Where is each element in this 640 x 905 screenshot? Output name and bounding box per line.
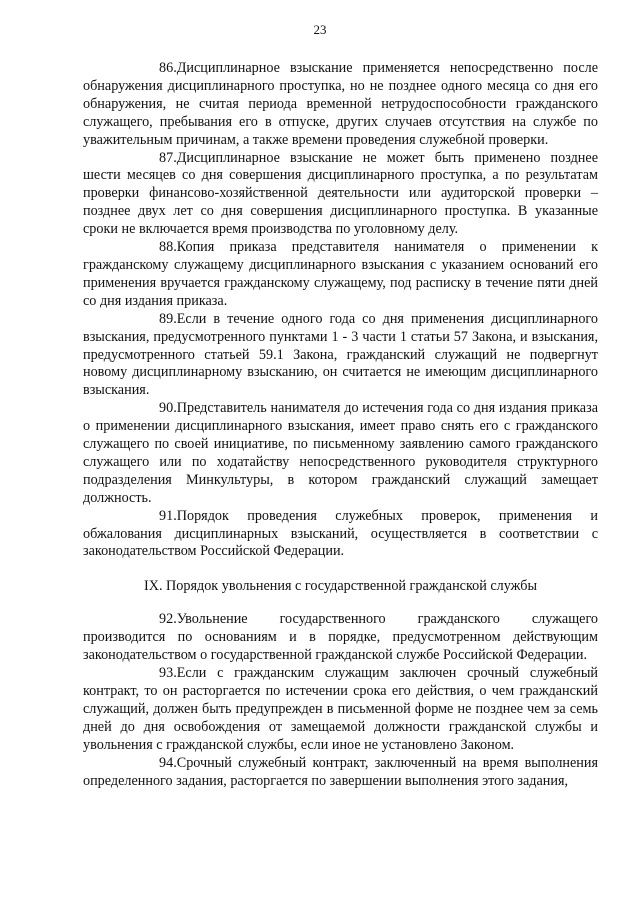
- paragraph-92: [83, 611, 598, 665]
- paragraph-text: Если с гражданским служащим заключен срочный служебный контракт, то он расторгается по истечении срока его действия, о чем гражданский служащий, должен быть предупрежден в письменной форме не позднее чем за семь дней до дня освобождения от замещаемой должности гражданской службы и увольнения с гражданской службы, если иное не установлено Законом.: [83, 665, 598, 753]
- paragraph-88: [83, 239, 598, 311]
- paragraph-90: [83, 400, 598, 507]
- paragraph-87: [83, 150, 598, 240]
- paragraph-text: Копия приказа представителя нанимателя о применении к гражданскому служащему дисциплинарного взыскания с указанием оснований его применения вручается гражданскому служащему, под расписку в течение пяти дней со дня издания приказа.: [83, 239, 598, 309]
- paragraph-86: [83, 60, 598, 150]
- section-heading: IX. Порядок увольнения с государственной гражданской службы: [143, 578, 538, 595]
- paragraph-number: 91.: [159, 507, 177, 524]
- paragraph-text: Срочный служебный контракт, заключенный на время выполнения определенного задания, расторгается по завершении выполнения этого задания,: [83, 754, 598, 789]
- paragraph-text: Увольнение государственного гражданского служащего производится по основаниям и в порядке, предусмотренном действующим законодательством о государственной гражданской службе Российской Федерации.: [83, 611, 598, 664]
- paragraph-number: 94.: [159, 754, 177, 771]
- paragraph-text: Представитель нанимателя до истечения года со дня издания приказа о применении дисциплинарного взыскания, имеет право снять его с гражданского служащего по своей инициативе, по письменному заявлению самого гражданского служащего или по ходатайству непосредственного руководителя структурного подразделения Минкультуры, в котором гражданский служащий замещает должность.: [83, 400, 598, 506]
- paragraph-number: 93.: [159, 665, 177, 682]
- paragraph-text: Порядок проведения служебных проверок, применения и обжалования дисциплинарных взысканий, осуществляется в соответствии с законодательством Российской Федерации.: [83, 507, 598, 560]
- document-body: [83, 60, 598, 790]
- paragraph-91: [83, 508, 598, 562]
- paragraph-text: Дисциплинарное взыскание применяется непосредственно после обнаружения дисциплинарного проступка, но не позднее одного месяца со дня его обнаружения, не считая периода временной нетрудоспособности гражданского служащего, пребывания его в отпуске, других случаев отсутствия на службе по уважительным причинам, а также времени проведения служебной проверки.: [83, 60, 598, 148]
- paragraph-89: [83, 311, 598, 401]
- paragraph-text: Если в течение одного года со дня применения дисциплинарного взыскания, предусмотренного пунктами 1 - 3 части 1 статьи 57 Закона, и взыскания, предусмотренного статьей 59.1 Закона, гражданский служащий не подвергнут новому дисциплинарному взысканию, он считается не имеющим дисциплинарного взыскания.: [83, 310, 598, 399]
- paragraph-number: 88.: [159, 239, 177, 256]
- paragraph-number: 92.: [159, 611, 177, 628]
- paragraph-number: 86.: [159, 60, 177, 76]
- paragraph-93: [83, 665, 598, 755]
- paragraph-94: [83, 755, 598, 791]
- paragraph-number: 89.: [159, 310, 177, 327]
- paragraph-number: 90.: [159, 400, 177, 417]
- paragraph-number: 87.: [159, 149, 177, 166]
- paragraph-text: Дисциплинарное взыскание не может быть применено позднее шести месяцев со дня совершения дисциплинарного проступка, а по результатам проверки финансово-хозяйственной деятельности или аудиторской проверки – позднее двух лет со дня совершения дисциплинарного проступка. В указанные сроки не включается время производства по уголовному делу.: [83, 149, 598, 238]
- page-number: 23: [313, 22, 327, 37]
